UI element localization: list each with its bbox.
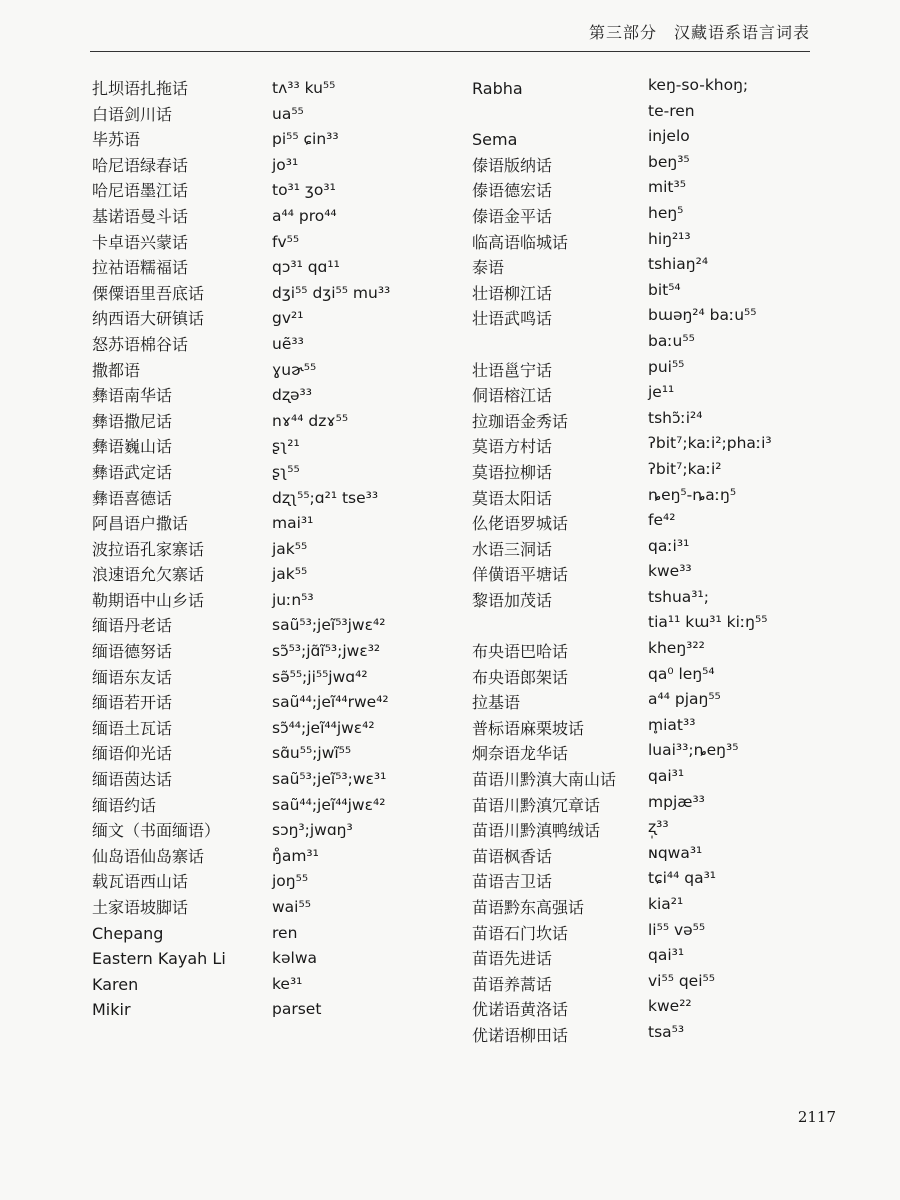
word-form: beŋ³⁵ (648, 152, 690, 171)
word-form: saũ⁵³;jeĩ⁵³jwɛ⁴² (272, 616, 386, 635)
word-form: kwe³³ (648, 562, 692, 581)
language-name: 苗语黔东高强话 (472, 898, 585, 917)
language-name: 苗语吉卫话 (472, 872, 553, 892)
language-name (472, 332, 642, 358)
word-form: jak⁵⁵ (272, 565, 308, 584)
language-name: 土家语坡脚话 (92, 898, 189, 917)
language-name: 白语剑川话 (92, 104, 173, 124)
language-name: 布央语巴哈话 (472, 642, 569, 662)
word-form: wai⁵⁵ (272, 898, 311, 916)
language-name: 泰语 (472, 258, 505, 278)
language-name: 苗语川黔滇鸭绒话 (472, 821, 601, 841)
word-form: dʐə³³ (272, 386, 312, 405)
word-form: dʐʅ⁵⁵;ɑ²¹ tse³³ (272, 488, 379, 507)
language-name: 优诺语黄洛话 (472, 1000, 569, 1020)
word-form: ɴqwa³¹ (648, 843, 703, 862)
language-name: 缅语东友话 (92, 667, 173, 687)
language-name: 拉祜语糯福话 (92, 258, 189, 278)
word-form: tshua³¹; (648, 587, 709, 606)
language-name: 缅文（书面缅语） (92, 821, 221, 841)
word-form: nɤ⁴⁴ dzɤ⁵⁵ (272, 411, 349, 430)
word-form: qai³¹ (648, 767, 685, 786)
language-name: 傣语版纳话 (472, 155, 553, 175)
word-form: mit³⁵ (648, 178, 686, 197)
language-name: 炯奈语龙华话 (472, 744, 569, 764)
word-form: tʌ³³ ku⁵⁵ (272, 79, 336, 97)
language-name: 水语三洞话 (472, 539, 553, 559)
language-name: 彝语武定话 (92, 462, 173, 482)
word-form: injelo (648, 127, 690, 146)
left-language-column (92, 76, 262, 1023)
word-form: ua⁵⁵ (272, 104, 304, 123)
language-name: 彝语巍山话 (92, 437, 173, 457)
word-form: kwe²² (648, 997, 692, 1016)
word-form: baːu⁵⁵ (648, 331, 695, 350)
language-name: 拉珈语金秀话 (472, 411, 569, 431)
language-name: 毕苏语 (92, 130, 141, 150)
language-name: 阿昌语户撒话 (92, 514, 189, 534)
language-name: 傣语德宏话 (472, 181, 553, 201)
language-name: 普标语麻栗坡话 (472, 718, 585, 738)
right-form-column (648, 73, 848, 1046)
word-form: sɔ̃⁵³;jɑ̃ĩ⁵³;jwɛ³² (272, 642, 381, 661)
language-name: 傈僳语里吾底话 (92, 283, 205, 303)
language-name: 纳西语大研镇话 (92, 309, 205, 329)
word-form: jo³¹ (272, 155, 299, 174)
word-form: joŋ⁵⁵ (272, 872, 309, 891)
language-name (472, 613, 642, 639)
word-form: ŋ̊am³¹ (272, 846, 319, 865)
word-form: a⁴⁴ pro⁴⁴ (272, 206, 337, 225)
word-form: sɔŋ³;jwɑŋ³ (272, 821, 353, 840)
language-name: 布央语郎架话 (472, 667, 569, 687)
word-form: tia¹¹ kɯ³¹ kiːŋ⁵⁵ (648, 613, 768, 632)
language-name: 彝语撒尼话 (92, 411, 173, 431)
header-rule (90, 51, 810, 52)
word-form: uẽ³³ (272, 334, 304, 353)
language-name: 苗语先进话 (472, 949, 553, 969)
language-name: 缅语若开话 (92, 693, 173, 713)
word-form: saũ⁵³;jeĩ⁵³;wɛ³¹ (272, 770, 387, 789)
word-form: luai³³;ȵeŋ³⁵ (648, 741, 739, 760)
language-name: 彝语南华话 (92, 386, 173, 406)
word-form: heŋ⁵ (648, 203, 684, 222)
word-form: qai³¹ (648, 946, 685, 965)
word-form: kəlwa (272, 949, 317, 968)
language-name: 苗语养蒿话 (472, 974, 553, 994)
language-name: 扎坝语扎拖话 (92, 79, 189, 98)
word-form: mai³¹ (272, 514, 314, 533)
word-form: li⁵⁵ və⁵⁵ (648, 920, 706, 939)
language-name: 彝语喜德话 (92, 488, 173, 508)
language-name: 缅语仰光话 (92, 744, 173, 764)
language-name: 临高语临城话 (472, 232, 569, 252)
word-form: ʐ̩³³ (648, 818, 669, 837)
word-form: m̥iat³³ (648, 715, 696, 734)
word-form: te-ren (648, 101, 695, 120)
word-form: tsa⁵³ (648, 1022, 685, 1041)
word-form: jak⁵⁵ (272, 539, 308, 558)
word-form: qa⁰ leŋ⁵⁴ (648, 664, 715, 683)
language-name: 仙岛语仙岛寨话 (92, 846, 205, 866)
word-form: hiŋ²¹³ (648, 229, 691, 248)
word-form: ʔbit⁷;kaːi² (648, 459, 722, 478)
language-name: 莫语拉柳话 (472, 462, 553, 482)
language-name: 莫语太阳话 (472, 488, 553, 508)
language-name: 傣语金平话 (472, 206, 553, 226)
word-form: qaːi³¹ (648, 536, 690, 555)
word-form: vi⁵⁵ qei⁵⁵ (648, 971, 715, 990)
language-name: 壮语武鸣话 (472, 309, 553, 329)
language-name: 仫佬语罗城话 (472, 514, 569, 534)
word-form: kia²¹ (648, 895, 684, 913)
word-form: sɑ̃u⁵⁵;jwĩ⁵⁵ (272, 744, 352, 763)
word-form: to³¹ ʒo³¹ (272, 181, 336, 200)
language-name: Mikir (92, 1000, 131, 1020)
word-form: ʂʅ⁵⁵ (272, 462, 300, 481)
language-name: 壮语柳江话 (472, 283, 553, 303)
word-form: kheŋ³²² (648, 639, 705, 658)
page-number: 2117 (797, 1108, 836, 1126)
word-form: bit⁵⁴ (648, 280, 681, 299)
word-form: ke³¹ (272, 974, 303, 993)
word-form: pi⁵⁵ ɕin³³ (272, 130, 339, 149)
language-name: Sema (472, 130, 518, 150)
word-form: bɯəŋ²⁴ baːu⁵⁵ (648, 306, 757, 325)
word-form: parset (272, 1000, 322, 1019)
language-name: 佯僙语平塘话 (472, 565, 569, 585)
language-name: Rabha (472, 79, 523, 98)
language-name: 苗语川黔滇大南山话 (472, 770, 617, 790)
language-name: 苗语枫香话 (472, 846, 553, 866)
language-name: 缅语约话 (92, 795, 157, 815)
word-form: sɔ̃⁴⁴;jeĩ⁴⁴jwɛ⁴² (272, 718, 375, 737)
language-name: 哈尼语墨江话 (92, 181, 189, 201)
language-name: 卡卓语兴蒙话 (92, 232, 189, 252)
language-name: 壮语邕宁话 (472, 360, 553, 380)
word-form: saũ⁴⁴;jeĩ⁴⁴jwɛ⁴² (272, 795, 386, 814)
language-name: 拉基语 (472, 693, 521, 713)
word-form: ȵeŋ⁵-ȵaːŋ⁵ (648, 485, 737, 504)
language-name: 缅语丹老话 (92, 616, 173, 636)
language-name: 波拉语孔家寨话 (92, 539, 205, 559)
word-form: je¹¹ (648, 383, 675, 402)
header-title: 第三部分 汉藏语系语言词表 (588, 23, 810, 42)
word-form: ʂʅ²¹ (272, 437, 300, 456)
language-name: 浪速语允欠寨话 (92, 565, 205, 585)
word-form: fe⁴² (648, 511, 676, 530)
word-form: ɣuɚ⁵⁵ (272, 360, 317, 379)
language-name: Eastern Kayah Li (92, 949, 226, 969)
word-form: juːn⁵³ (272, 590, 314, 609)
word-form: qɔ³¹ qɑ¹¹ (272, 258, 340, 277)
word-form: pui⁵⁵ (648, 357, 685, 376)
language-name: 缅语土瓦话 (92, 718, 173, 738)
word-form: tshiaŋ²⁴ (648, 255, 709, 274)
language-name: 苗语川黔滇冗章话 (472, 795, 601, 815)
language-name: 优诺语柳田话 (472, 1025, 569, 1045)
language-name: 莫语方村话 (472, 437, 553, 457)
language-name: 怒苏语棉谷话 (92, 334, 189, 354)
language-name: 苗语石门坎话 (472, 923, 569, 943)
word-form: dʒi⁵⁵ dʒi⁵⁵ mu³³ (272, 283, 391, 302)
word-form: ren (272, 923, 298, 942)
language-name: 哈尼语绿春话 (92, 155, 189, 175)
left-form-column (272, 76, 462, 1023)
word-form: tɕi⁴⁴ qa³¹ (648, 869, 717, 888)
language-name: 侗语榕江话 (472, 386, 553, 406)
word-form: ʔbit⁷;kaːi²;phaːi³ (648, 434, 772, 453)
language-name: 勒期语中山乡话 (92, 590, 205, 610)
word-form: gv²¹ (272, 309, 304, 328)
language-name: 缅语德努话 (92, 642, 173, 662)
word-form: sə̃⁵⁵;ji⁵⁵jwɑ⁴² (272, 667, 368, 686)
word-form: keŋ-so-khoŋ; (648, 76, 749, 94)
right-language-column (472, 76, 642, 1049)
word-form: saũ⁴⁴;jeĩ⁴⁴rwe⁴² (272, 693, 389, 712)
language-name: Karen (92, 974, 139, 994)
language-name: 黎语加茂话 (472, 590, 553, 610)
word-form: a⁴⁴ pjaŋ⁵⁵ (648, 690, 721, 709)
language-name: 撒都语 (92, 360, 141, 380)
language-name (472, 102, 642, 128)
word-form: tshɔ̃ːi²⁴ (648, 408, 703, 427)
language-name: 缅语茵达话 (92, 770, 173, 790)
word-form: fv⁵⁵ (272, 232, 300, 251)
language-name: 载瓦语西山话 (92, 872, 189, 892)
language-name: 基诺语曼斗话 (92, 206, 189, 226)
running-header (0, 0, 900, 60)
language-name: Chepang (92, 923, 164, 943)
word-form: mpjæ³³ (648, 792, 705, 811)
